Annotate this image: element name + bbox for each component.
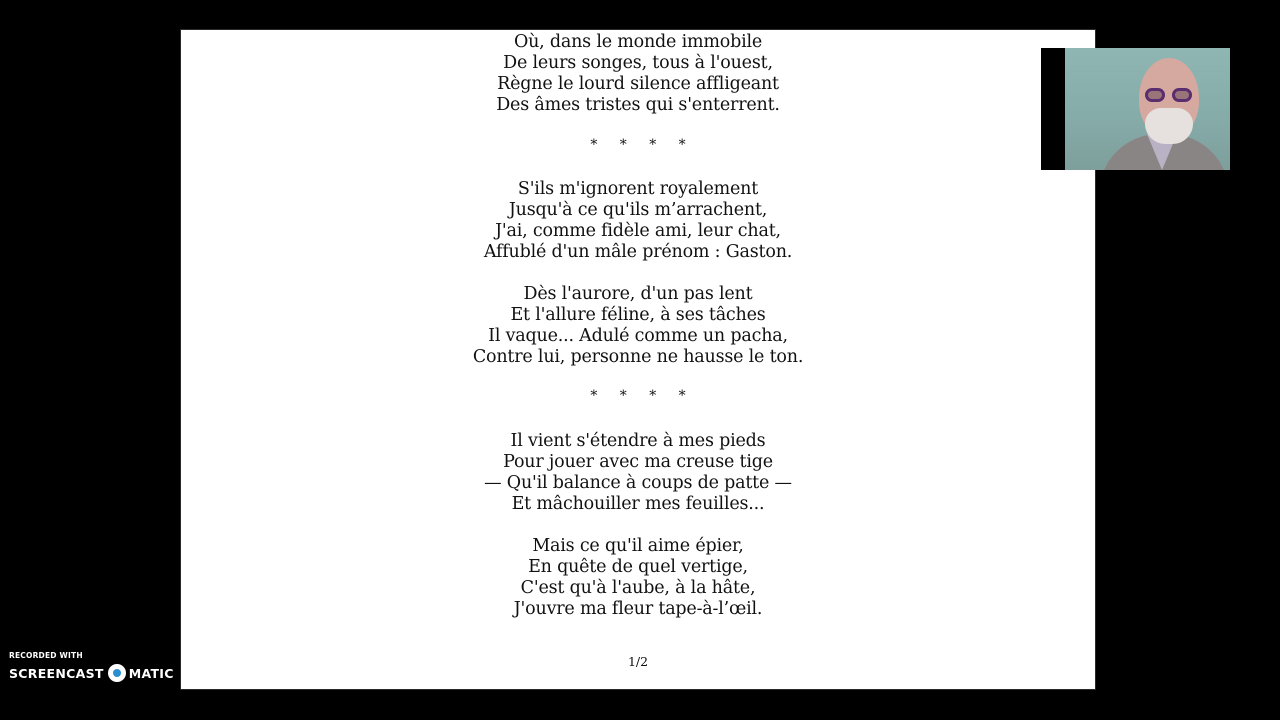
screencast-o-matic-watermark [9,651,174,687]
webcam-feed [1065,48,1230,170]
poem-line: Où, dans le monde immobile [513,32,763,52]
watermark-brand-right: MATIC [128,665,174,681]
poem-line: Règne le lourd silence affligeant [497,74,779,94]
poem-stanza-4 [181,431,1095,515]
poem-line: Jusqu'à ce qu'ils m’arrachent, [508,200,768,220]
poem-line: Il vaque... Adulé comme un pacha, [488,326,788,346]
poem-stanza-2 [181,179,1095,263]
stanza-separator: * * * * [590,137,686,153]
watermark-recorded-with: RECORDED WITH [9,651,83,660]
presenter-beard [1145,108,1193,144]
poem-line: J'ai, comme fidèle ami, leur chat, [495,221,781,241]
document-page [181,30,1095,689]
poem-stanza-5 [181,536,1095,620]
watermark-brand-left: SCREENCAST [9,665,104,681]
poem-stanza-1 [181,32,1095,116]
poem-line: Et mâchouiller mes feuilles... [511,494,765,514]
poem-line: S'ils m'ignorent royalement [517,179,759,199]
poem-line: Pour jouer avec ma creuse tige [503,452,773,472]
poem-line: En quête de quel vertige, [528,557,748,577]
poem-line: Mais ce qu'il aime épier, [532,536,744,556]
glasses-lens-right [1172,88,1192,102]
presenter-glasses [1145,88,1195,102]
poem-line: Affublé d'un mâle prénom : Gaston. [483,242,793,262]
watermark-brand [9,662,174,684]
page-number: 1/2 [627,654,649,669]
poem-stanza-3 [181,284,1095,368]
stanza-separator: * * * * [590,388,686,404]
poem-line: J'ouvre ma fleur tape-à-l’œil. [513,599,763,619]
poem-line: Il vient s'étendre à mes pieds [510,431,766,451]
poem-line: Et l'allure féline, à ses tâches [510,305,766,325]
poem-line: Des âmes tristes qui s'enterrent. [496,95,780,115]
poem-line: — Qu'il balance à coups de patte — [484,473,792,493]
screencast-o-matic-logo-icon [108,664,126,682]
presenter-webcam-overlay[interactable] [1041,48,1231,170]
poem-line: De leurs songes, tous à l'ouest, [503,53,773,73]
poem-line: Contre lui, personne ne hausse le ton. [472,347,804,367]
poem-line: Dès l'aurore, d'un pas lent [523,284,753,304]
glasses-lens-left [1145,88,1165,102]
poem-line: C'est qu'à l'aube, à la hâte, [520,578,756,598]
